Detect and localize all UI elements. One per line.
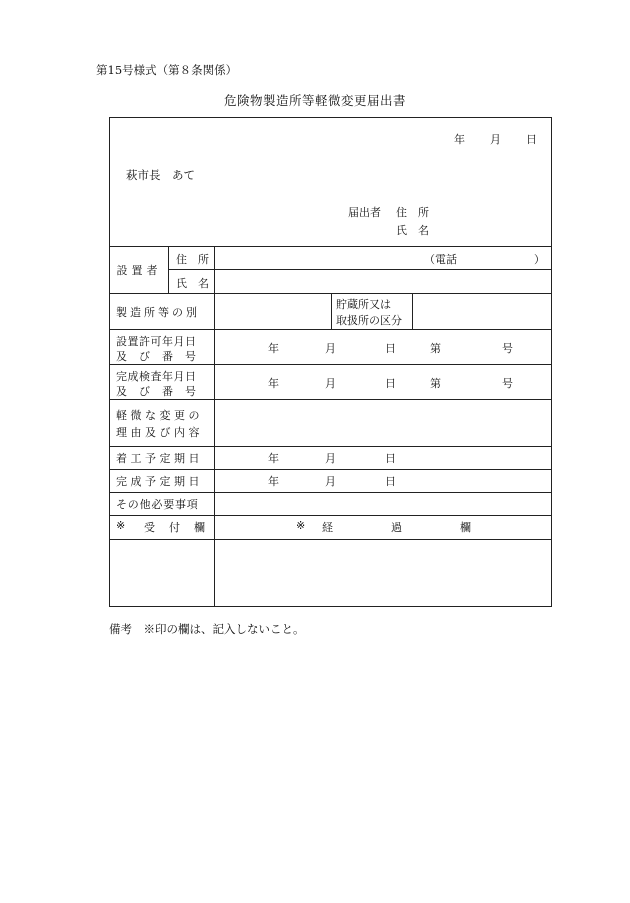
inspection-year: 年 (268, 377, 279, 390)
rule (110, 492, 551, 493)
receipt-mark: ※ (116, 519, 126, 532)
other-label: その他必要事項 (116, 498, 199, 511)
notifier-name-label: 氏 名 (396, 224, 429, 237)
rule (110, 539, 551, 540)
storage-label-line-2: 取扱所の区分 (336, 314, 402, 327)
document-title: 危険物製造所等軽微変更届出書 (223, 93, 406, 108)
inspection-no: 第 (430, 377, 441, 390)
permit-year: 年 (268, 342, 279, 355)
completion-day: 日 (385, 475, 396, 488)
inspection-day: 日 (385, 377, 396, 390)
addressee: 萩市長 あて (126, 168, 195, 182)
rule (412, 293, 413, 329)
receipt-label: 受付欄 (144, 521, 219, 534)
date-year: 年 (454, 133, 465, 146)
rule (168, 246, 169, 293)
rule (110, 246, 551, 247)
permit-month: 月 (325, 342, 336, 355)
start-year: 年 (268, 452, 279, 465)
date-month: 月 (490, 133, 501, 146)
inspection-month: 月 (325, 377, 336, 390)
inspection-label-line-2: 及び番号 (116, 385, 208, 398)
permit-day: 日 (385, 342, 396, 355)
start-month: 月 (325, 452, 336, 465)
rule (110, 515, 551, 516)
rule (110, 329, 551, 330)
completion-month: 月 (325, 475, 336, 488)
facility-category-label: 製造所等の別 (116, 306, 200, 319)
completion-year: 年 (268, 475, 279, 488)
installer-label-cell (110, 246, 168, 293)
notifier-label: 届出者 (348, 206, 381, 219)
form-table (109, 117, 552, 607)
rule (110, 469, 551, 470)
permit-label-line-1: 設置許可年月日 (116, 335, 197, 348)
rule (110, 446, 551, 447)
start-day: 日 (385, 452, 396, 465)
form-number: 第15号様式（第８条関係） (96, 63, 238, 77)
rule (168, 269, 551, 270)
storage-label-line-1: 貯蔵所又は (336, 298, 391, 311)
permit-label-line-2 (116, 348, 208, 364)
start-label: 着工予定期日 (116, 452, 203, 465)
notifier-address-label: 住 所 (396, 206, 429, 219)
rule (331, 293, 332, 329)
installer-address-label: 住 所 (176, 253, 209, 266)
rule (110, 364, 551, 365)
progress-mark: ※ (296, 519, 306, 532)
permit-label-text: 及び番号 (116, 350, 208, 363)
inspection-go: 号 (502, 377, 513, 390)
change-label-line-1: 軽微な変更の (116, 409, 203, 422)
permit-no: 第 (430, 342, 441, 355)
completion-label: 完成予定期日 (116, 475, 203, 488)
rule (214, 246, 215, 606)
phone-close: ） (534, 253, 545, 266)
change-label-line-2: 理由及び内容 (116, 426, 203, 439)
rule (110, 399, 551, 400)
inspection-label-line-1: 完成検査年月日 (116, 370, 197, 383)
permit-go: 号 (502, 342, 513, 355)
date-day: 日 (526, 133, 537, 146)
installer-name-label: 氏 名 (176, 277, 209, 290)
footer-note: 備考 ※印の欄は、記入しないこと。 (109, 622, 305, 636)
phone-label: （電話 (424, 253, 457, 266)
installer-label: 設置者 (116, 263, 162, 277)
progress-label: 経過欄 (322, 521, 529, 534)
